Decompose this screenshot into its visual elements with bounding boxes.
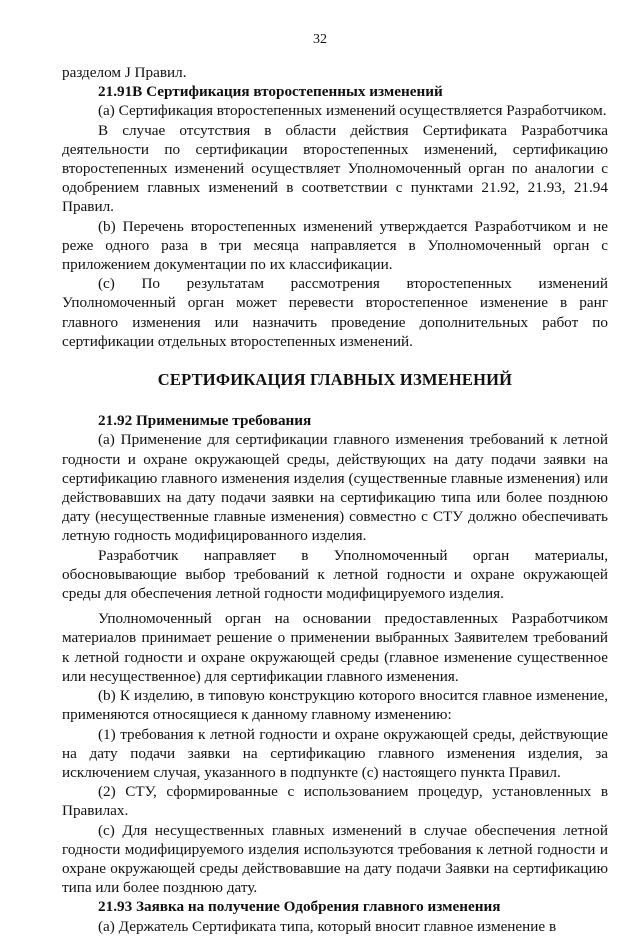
paragraph: (b) Перечень второстепенных изменений утверждается Разработчиком и не реже одного раза в три месяца направляется в Уполномоченный орган с приложением документации по их классификации. <box>62 217 608 274</box>
paragraph: разделом J Правил. <box>62 64 187 81</box>
paragraph: В случае отсутствия в области действия Сертификата Разработчика деятельности по сертификации второстепенных изменений, сертификацию второстепенных изменений осуществляет Уполномоченный орган по аналогии с одобрением главных изменений в соответствии с пунктами 21.92, 21.93, 21.94 Правил. <box>62 121 608 216</box>
section-title-21-92: 21.92 Применимые требования <box>98 412 312 430</box>
paragraph: (а) Сертификация второстепенных изменений осуществляется Разработчиком. <box>98 102 607 120</box>
paragraph: (а) Держатель Сертификата типа, который вносит главное изменение в <box>98 917 557 935</box>
paragraph: (c) По результатам рассмотрения второстепенных изменений Уполномоченный орган может перевести второстепенное изменение в ранг главного изменения или назначить проведение дополнительных работ по сертификации отдельных второстепенных изменений. <box>62 275 608 350</box>
paragraph: (2) СТУ, сформированные с использованием процедур, установленных в Правилах. <box>62 783 608 820</box>
chapter-heading: СЕРТИФИКАЦИЯ ГЛАВНЫХ ИЗМЕНЕНИЙ <box>157 370 513 390</box>
paragraph: (а) Применение для сертификации главного изменения требований к летной годности и охране окружающей среды, действующих на дату подачи заявки на сертификацию главного изменения изделия (существенные главные изменения) или действовавших на дату подачи заявки на сертификацию типа или более позднюю дату (несущественные главные изменения) совместно с СТУ должно обеспечивать летную годность модифицированного изделия. <box>62 431 608 545</box>
paragraph: (c) Для несущественных главных изменений в случае обеспечения летной годности модифицируемого изделия используются требования к летной годности и охране окружающей среды действовавшие на дату подачи Заявки на сертификацию типа или более позднюю дату. <box>62 821 608 897</box>
section-title-21-91b: 21.91B Сертификация второстепенных изменений <box>98 83 443 101</box>
section-title-21-93: 21.93 Заявка на получение Одобрения главного изменения <box>98 898 501 916</box>
page-number: 32 <box>313 32 327 47</box>
paragraph: Уполномоченный орган на основании предоставленных Разработчиком материалов принимает решение о применении выбранных Заявителем требований к летной годности и охране окружающей среды (главное изменение существенное или несущественное) для сертификации главного изменения. <box>62 610 608 685</box>
paragraph: (1) требования к летной годности и охране окружающей среды, действующие на дату подачи заявки на сертификацию главного изменения изделия, за исключением случая, указанного в подпункте (c) настоящего пункта Правил. <box>62 725 608 781</box>
paragraph: (b) К изделию, в типовую конструкцию которого вносится главное изменение, применяются относящиеся к данному главному изменению: <box>62 687 608 724</box>
paragraph: Разработчик направляет в Уполномоченный орган материалы, обосновывающие выбор требований к летной годности и охране окружающей среды для обеспечения летной годности модифицируемого изделия. <box>62 546 608 603</box>
document-body <box>62 63 608 936</box>
